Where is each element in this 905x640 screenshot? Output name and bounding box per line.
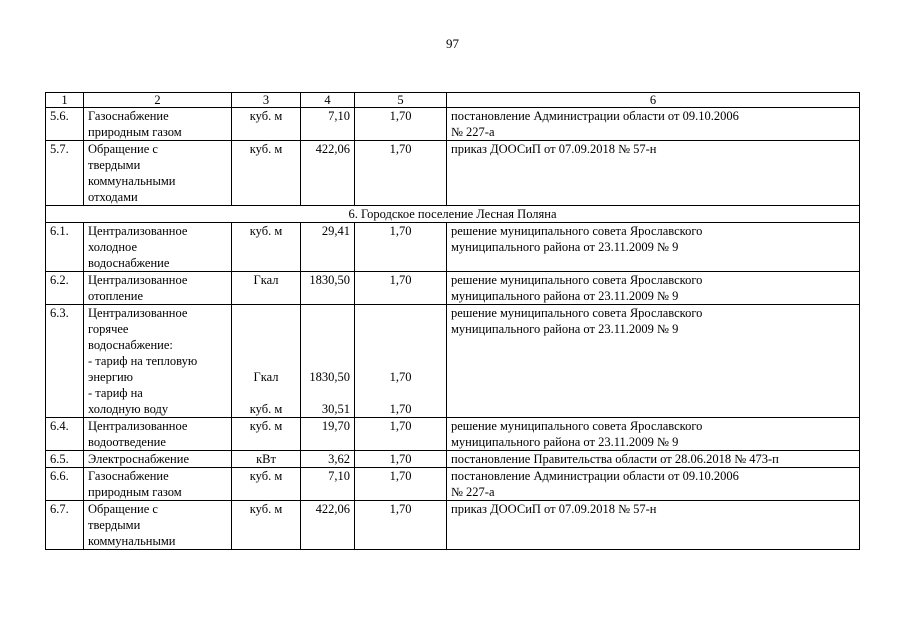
- table-row: [46, 468, 860, 501]
- cell-line: приказ ДООСиП от 07.09.2018 № 57-н: [451, 142, 657, 156]
- service-name-cell: [84, 418, 232, 451]
- coefficient-cell: [355, 141, 447, 206]
- section-title: 6. Городское поселение Лесная Поляна: [46, 206, 860, 223]
- cell-line: [305, 321, 350, 337]
- cell-line: [359, 305, 442, 321]
- header-cell: 4: [301, 93, 355, 108]
- cell-line: приказ ДООСиП от 07.09.2018 № 57-н: [451, 502, 657, 516]
- cell-line: постановление Правительства области от 28.06.2018 № 473-п: [451, 452, 779, 466]
- page-number: 97: [446, 36, 459, 51]
- cell-line: [236, 337, 296, 353]
- cell-line: горячее: [88, 322, 129, 336]
- cell-line: 422,06: [315, 502, 350, 516]
- row-number-cell: 6.5.: [46, 451, 84, 468]
- cell-line: [305, 353, 350, 369]
- cell-line: - тариф на: [88, 386, 143, 400]
- cell-line: № 227-а: [451, 125, 495, 139]
- coefficient-cell: [355, 468, 447, 501]
- unit-cell: [232, 501, 301, 550]
- cell-line: Централизованное: [88, 273, 188, 287]
- cell-line: 3,62: [328, 452, 350, 466]
- cell-line: 1,70: [389, 402, 412, 416]
- tariff-table: [45, 92, 860, 550]
- coefficient-cell: [355, 272, 447, 305]
- row-number-cell: 6.3.: [46, 305, 84, 418]
- coefficient-cell: [355, 501, 447, 550]
- tariff-value-cell: [301, 501, 355, 550]
- cell-line: куб. м: [249, 142, 283, 156]
- cell-line: куб. м: [249, 224, 283, 238]
- cell-line: муниципального района от 23.11.2009 № 9: [451, 240, 679, 254]
- tariff-value-cell: [301, 272, 355, 305]
- cell-line: 1,70: [389, 370, 412, 384]
- cell-line: Газоснабжение: [88, 109, 169, 123]
- cell-line: [236, 305, 296, 321]
- document-cell: [447, 223, 860, 272]
- service-name-cell: [84, 141, 232, 206]
- table-row: [46, 223, 860, 272]
- tariff-value-cell: [301, 141, 355, 206]
- service-name-cell: [84, 451, 232, 468]
- cell-line: 1,70: [389, 142, 412, 156]
- row-number-cell: 6.4.: [46, 418, 84, 451]
- document-cell: [447, 305, 860, 418]
- service-name-cell: [84, 305, 232, 418]
- service-name-cell: [84, 223, 232, 272]
- row-number-cell: 6.7.: [46, 501, 84, 550]
- service-name-cell: [84, 108, 232, 141]
- table-row: [46, 451, 860, 468]
- service-name-cell: [84, 501, 232, 550]
- cell-line: постановление Администрации области от 09.10.2006: [451, 109, 739, 123]
- tariff-value-cell: [301, 451, 355, 468]
- cell-line: решение муниципального совета Ярославского: [451, 273, 703, 287]
- unit-cell: [232, 223, 301, 272]
- tariff-value-cell: [301, 305, 355, 418]
- cell-line: постановление Администрации области от 09.10.2006: [451, 469, 739, 483]
- cell-line: Централизованное: [88, 224, 188, 238]
- cell-line: [359, 353, 442, 369]
- header-cell: 6: [447, 93, 860, 108]
- cell-line: коммунальными: [88, 534, 176, 548]
- document-cell: [447, 418, 860, 451]
- section-row: [46, 206, 860, 223]
- cell-line: холодную воду: [88, 402, 169, 416]
- header-cell: 3: [232, 93, 301, 108]
- tariff-value-cell: [301, 223, 355, 272]
- cell-line: Электроснабжение: [88, 452, 189, 466]
- table-body: [46, 93, 860, 550]
- row-number-cell: 6.2.: [46, 272, 84, 305]
- cell-line: - тариф на тепловую: [88, 354, 198, 368]
- unit-cell: [232, 272, 301, 305]
- unit-cell: [232, 468, 301, 501]
- cell-line: твердыми: [88, 518, 141, 532]
- table-row: [46, 272, 860, 305]
- cell-line: Централизованное: [88, 419, 188, 433]
- tariff-value-cell: [301, 468, 355, 501]
- cell-line: [305, 337, 350, 353]
- document-cell: [447, 141, 860, 206]
- cell-line: [359, 321, 442, 337]
- cell-line: куб. м: [249, 402, 283, 416]
- cell-line: природным газом: [88, 485, 182, 499]
- cell-line: куб. м: [249, 469, 283, 483]
- table-row: [46, 501, 860, 550]
- row-number-cell: 5.7.: [46, 141, 84, 206]
- document-cell: [447, 451, 860, 468]
- cell-line: 422,06: [315, 142, 350, 156]
- cell-line: Гкал: [253, 273, 279, 287]
- cell-line: 1,70: [389, 469, 412, 483]
- cell-line: куб. м: [249, 419, 283, 433]
- unit-cell: [232, 141, 301, 206]
- document-cell: [447, 468, 860, 501]
- cell-line: 1830,50: [309, 370, 350, 384]
- cell-line: 1,70: [389, 109, 412, 123]
- document-cell: [447, 501, 860, 550]
- row-number-cell: 5.6.: [46, 108, 84, 141]
- cell-line: [359, 385, 442, 401]
- row-number-cell: 6.1.: [46, 223, 84, 272]
- unit-cell: [232, 451, 301, 468]
- cell-line: природным газом: [88, 125, 182, 139]
- cell-line: отходами: [88, 190, 138, 204]
- cell-line: Гкал: [253, 370, 279, 384]
- coefficient-cell: [355, 418, 447, 451]
- table-row: [46, 108, 860, 141]
- cell-line: решение муниципального совета Ярославского: [451, 306, 703, 320]
- unit-cell: [232, 108, 301, 141]
- cell-line: муниципального района от 23.11.2009 № 9: [451, 322, 679, 336]
- cell-line: водоснабжение:: [88, 338, 173, 352]
- row-number-cell: 6.6.: [46, 468, 84, 501]
- cell-line: Обращение с: [88, 502, 158, 516]
- cell-line: [305, 385, 350, 401]
- unit-cell: [232, 305, 301, 418]
- header-cell: 2: [84, 93, 232, 108]
- cell-line: 29,41: [321, 224, 350, 238]
- document-cell: [447, 108, 860, 141]
- cell-line: [236, 385, 296, 401]
- cell-line: [359, 337, 442, 353]
- coefficient-cell: [355, 305, 447, 418]
- cell-line: 1,70: [389, 273, 412, 287]
- cell-line: водоснабжение: [88, 256, 170, 270]
- cell-line: 1,70: [389, 502, 412, 516]
- coefficient-cell: [355, 451, 447, 468]
- cell-line: холодное: [88, 240, 137, 254]
- cell-line: 1,70: [389, 419, 412, 433]
- cell-line: куб. м: [249, 109, 283, 123]
- header-cell: 1: [46, 93, 84, 108]
- cell-line: [236, 321, 296, 337]
- coefficient-cell: [355, 108, 447, 141]
- cell-line: твердыми: [88, 158, 141, 172]
- cell-line: Централизованное: [88, 306, 188, 320]
- cell-line: решение муниципального совета Ярославского: [451, 419, 703, 433]
- table-row: [46, 141, 860, 206]
- table-row: [46, 418, 860, 451]
- service-name-cell: [84, 272, 232, 305]
- cell-line: отопление: [88, 289, 144, 303]
- cell-line: водоотведение: [88, 435, 166, 449]
- unit-cell: [232, 418, 301, 451]
- cell-line: муниципального района от 23.11.2009 № 9: [451, 289, 679, 303]
- header-cell: 5: [355, 93, 447, 108]
- cell-line: 30,51: [321, 402, 350, 416]
- cell-line: 7,10: [328, 469, 350, 483]
- cell-line: 7,10: [328, 109, 350, 123]
- cell-line: муниципального района от 23.11.2009 № 9: [451, 435, 679, 449]
- cell-line: 1,70: [389, 452, 412, 466]
- tariff-value-cell: [301, 108, 355, 141]
- cell-line: решение муниципального совета Ярославского: [451, 224, 703, 238]
- cell-line: куб. м: [249, 502, 283, 516]
- table-row: [46, 305, 860, 418]
- service-name-cell: [84, 468, 232, 501]
- cell-line: [236, 353, 296, 369]
- coefficient-cell: [355, 223, 447, 272]
- tariff-value-cell: [301, 418, 355, 451]
- cell-line: [305, 305, 350, 321]
- cell-line: коммунальными: [88, 174, 176, 188]
- cell-line: кВт: [256, 452, 276, 466]
- cell-line: Газоснабжение: [88, 469, 169, 483]
- cell-line: 19,70: [321, 419, 350, 433]
- header-row: [46, 93, 860, 108]
- cell-line: № 227-а: [451, 485, 495, 499]
- cell-line: энергию: [88, 370, 134, 384]
- cell-line: 1,70: [389, 224, 412, 238]
- cell-line: 1830,50: [309, 273, 350, 287]
- document-cell: [447, 272, 860, 305]
- cell-line: Обращение с: [88, 142, 158, 156]
